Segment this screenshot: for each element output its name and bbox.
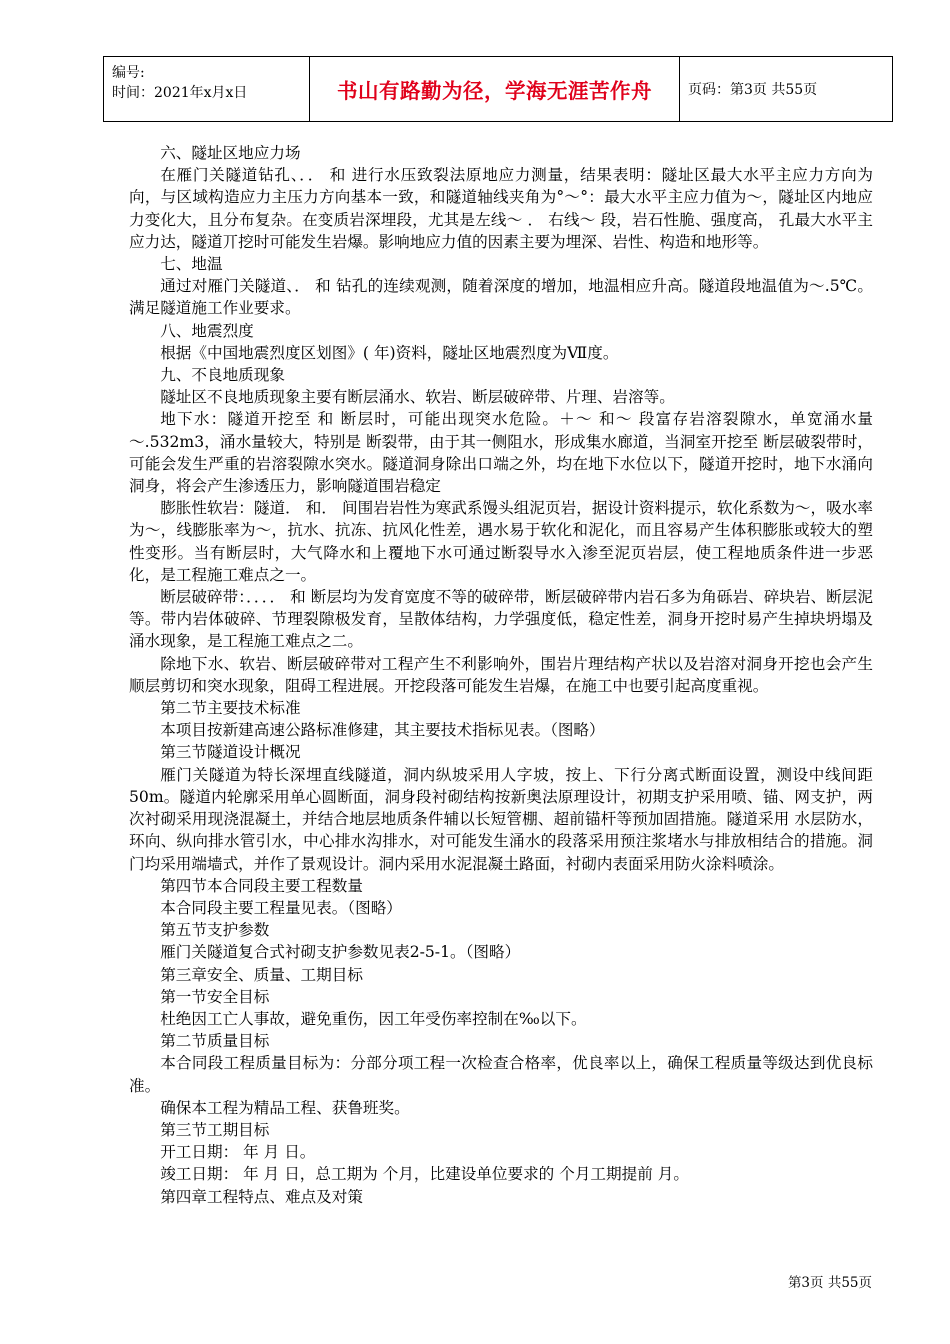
body-paragraph: 膨胀性软岩：隧道． 和． 间围岩岩性为寒武系馒头组泥页岩，据设计资料提示，软化系数为～，吸水率为～，线膨胀率为～，抗水、抗冻、抗风化性差，遇水易于软化和泥化，而且容易产生体积膨胀或较大的塑性变形。当有断层时，大气降水和上覆地下水可通过断裂导水入渗至泥页岩层，使工程地质条件进一步恶化，是工程施工难点之一。 <box>129 499 873 584</box>
body-paragraph: 本项目按新建高速公路标准修建，其主要技术指标见表。（图略） <box>160 721 605 740</box>
body-paragraph: 杜绝因工亡人事故，避免重伤，因工年受伤率控制在‰以下。 <box>160 1009 587 1028</box>
document-body <box>129 142 873 1208</box>
time-label: 时间：2021年x月x日 <box>112 85 248 101</box>
chapter-heading: 第四章工程特点、难点及对策 <box>160 1187 363 1206</box>
body-paragraph: 本合同段主要工程量见表。（图略） <box>160 898 402 917</box>
section-heading: 第二节质量目标 <box>160 1032 270 1051</box>
body-paragraph: 开工日期： 年 月 日。 <box>160 1143 316 1162</box>
body-paragraph: 地下水：隧道开挖至 和 断层时，可能出现突水危险。＋～ 和～ 段富存岩溶裂隙水，单宽涌水量～.532m3，涌水量较大，特别是 断裂带，由于其一侧阻水，形成集水廊道，当洞室开挖至 断层破裂带时，可能会发生严重的岩溶裂隙水突水。隧道洞身除出口端之外，均在地下水位以下，隧道开挖时，地下水涌向洞身，将会产生渗透压力，影响隧道围岩稳定 <box>129 410 873 496</box>
section-heading: 八、地震烈度 <box>160 321 254 340</box>
header-motto: 书山有路勤为径，学海无涯苦作舟 <box>310 57 680 121</box>
header-page-info: 页码：第3页 共55页 <box>688 82 818 98</box>
section-heading: 第三节工期目标 <box>160 1120 270 1139</box>
body-paragraph: 确保本工程为精品工程、获鲁班奖。 <box>160 1098 410 1117</box>
section-heading: 九、不良地质现象 <box>160 366 285 385</box>
section-heading: 第一节安全目标 <box>160 987 270 1006</box>
section-heading: 第五节支护参数 <box>160 921 270 940</box>
section-heading: 六、隧址区地应力场 <box>160 144 301 162</box>
page-header <box>103 56 893 122</box>
body-paragraph: 根据《中国地震烈度区划图》( 年)资料，隧址区地震烈度为Ⅶ度。 <box>160 343 619 362</box>
body-paragraph: 竣工日期： 年 月 日，总工期为 个月，比建设单位要求的 个月工期提前 月。 <box>160 1165 689 1184</box>
body-paragraph: 断层破碎带：．．．． 和 断层均为发育宽度不等的破碎带，断层破碎带内岩石多为角砾岩、碎块岩、断层泥等。带内岩体破碎、节理裂隙极发育，呈散体结构，力学强度低，稳定性差，洞身开挖时易产生掉块坍塌及涌水现象，是工程施工难点之二。 <box>129 588 873 651</box>
page-footer: 第3页 共55页 <box>787 1275 872 1291</box>
body-paragraph: 雁门关隧道复合式衬砌支护参数见表2-5-1。（图略） <box>160 943 521 962</box>
body-paragraph: 除地下水、软岩、断层破碎带对工程产生不利影响外，围岩片理结构产状以及岩溶对洞身开挖也会产生顺层剪切和突水现象，阻碍工程进展。开挖段落可能发生岩爆，在施工中也要引起高度重视。 <box>129 654 873 695</box>
section-heading: 七、地温 <box>160 255 223 274</box>
section-heading: 第三节隧道设计概况 <box>160 743 301 762</box>
body-paragraph: 隧址区不良地质现象主要有断层涌水、软岩、断层破碎带、片理、岩溶等。 <box>160 388 675 407</box>
serial-label: 编号: <box>112 65 145 81</box>
section-heading: 第二节主要技术标准 <box>160 699 301 718</box>
body-paragraph: 雁门关隧道为特长深埋直线隧道，洞内纵坡采用人字坡，按上、下行分离式断面设置，测设中线间距50m。隧道内轮廓采用单心圆断面，洞身段衬砌结构按新奥法原理设计，初期支护采用喷、锚、网支护，两次衬砌采用现浇混凝土，并结合地层地质条件辅以长短管棚、超前锚杆等预加固措施。隧道采用 水层防水，环向、纵向排水管引水，中心排水沟排水，对可能发生涌水的段落采用预注浆堵水与排放相结合的措施。洞门均采用端墙式，并作了景观设计。洞内采用水泥混凝土路面，衬砌内表面采用防火涂料喷涂。 <box>129 765 873 873</box>
body-paragraph: 本合同段工程质量目标为：分部分项工程一次检查合格率，优良率以上，确保工程质量等级达到优良标准。 <box>129 1054 873 1095</box>
section-heading: 第四节本合同段主要工程数量 <box>160 876 363 895</box>
chapter-heading: 第三章安全、质量、工期目标 <box>160 965 363 984</box>
body-paragraph: 在雁门关隧道钻孔、．． 和 进行水压致裂法原地应力测量，结果表明：隧址区最大水平主应力方向为 向，与区域构造应力主压力方向基本一致，和隧道轴线夹角为°～°：最大水平主应力值为～，隧址区内地应力变化大，且分布复杂。在变质岩深埋段，尤其是左线～ ． 右线～ 段，岩石性脆、强度高， 孔最大水平主应力达，隧道丌挖时可能发生岩爆。影响地应力值的因素主要为埋深、岩性、构造和地形等。 <box>129 166 873 251</box>
body-paragraph: 通过对雁门关隧道、． 和 钻孔的连续观测，随着深度的增加，地温相应升高。隧道段地温值为～.5℃。满足隧道施工作业要求。 <box>129 277 873 318</box>
header-meta-cell <box>104 57 310 121</box>
